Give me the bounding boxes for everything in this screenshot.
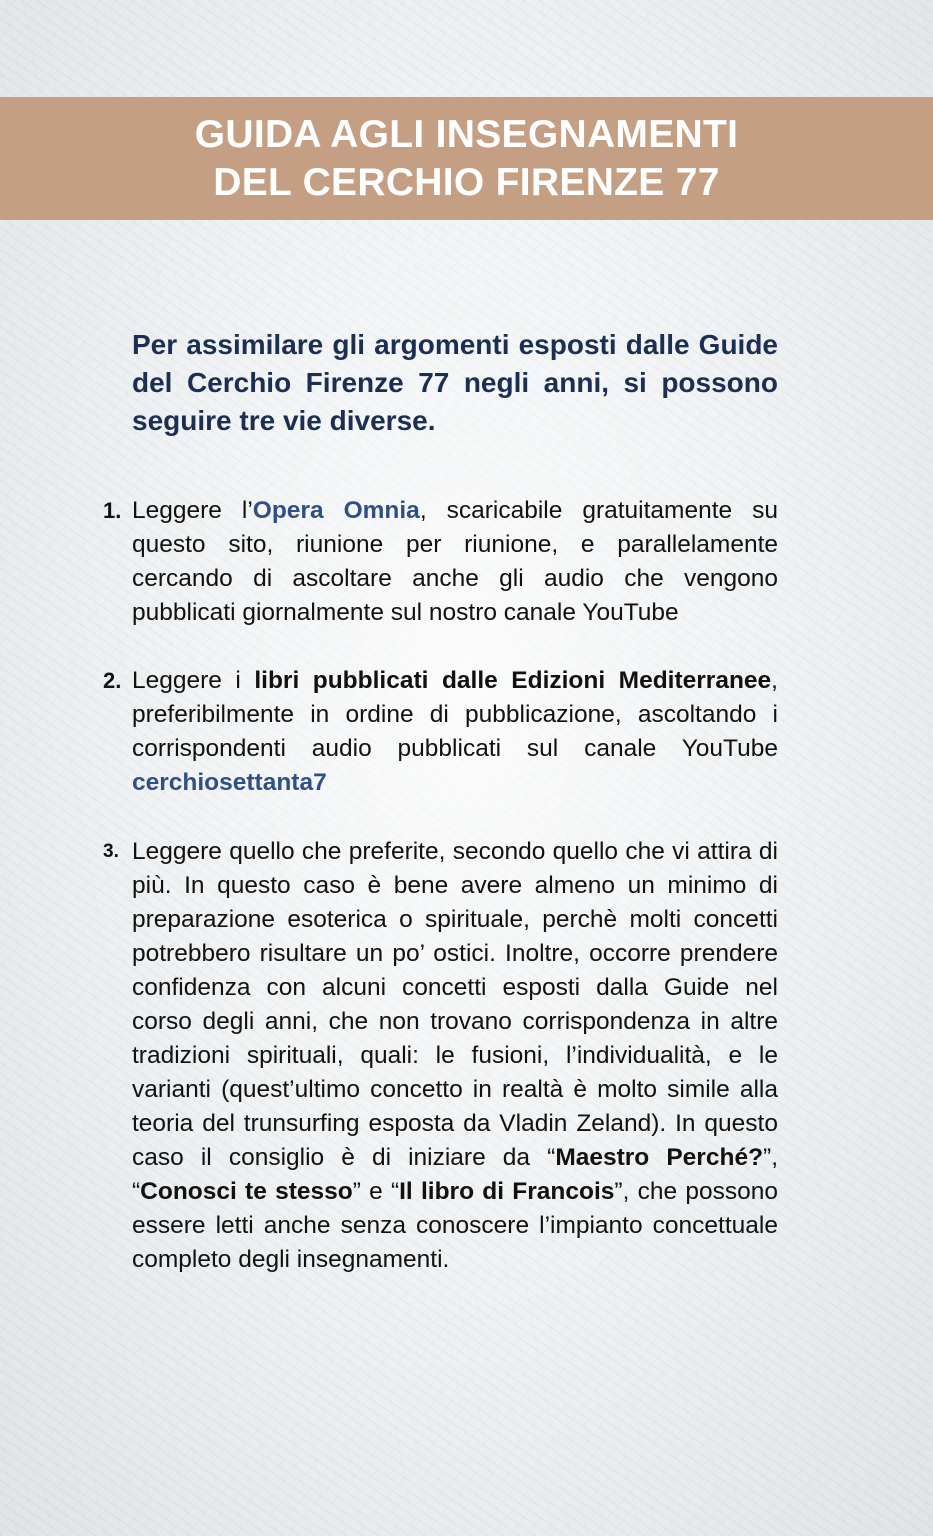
intro-paragraph: Per assimilare gli argomenti esposti dalle Guide del Cerchio Firenze 77 negli anni, si possono seguire tre vie diverse. bbox=[132, 329, 778, 436]
item3-bold-maestro: Maestro Perché? bbox=[555, 1144, 764, 1171]
item3-text-b: ”, “ bbox=[132, 1144, 778, 1205]
header-banner bbox=[0, 97, 933, 220]
item3-text-c: ” e “ bbox=[352, 1178, 400, 1205]
list-item-2 bbox=[103, 664, 778, 800]
item2-text-a: Leggere i bbox=[132, 667, 255, 694]
title-line-2: DEL CERCHIO FIRENZE 77 bbox=[213, 160, 720, 204]
item3-text-d: ”, che possono essere letti anche senza conoscere l’impianto concettuale completo degli insegnamenti. bbox=[132, 1178, 778, 1273]
item3-bold-libro: Il libro di Francois bbox=[399, 1178, 615, 1205]
title-line-1: GUIDA AGLI INSEGNAMENTI bbox=[194, 112, 739, 156]
list-number-1: 1. bbox=[103, 498, 122, 523]
item2-bold-books: libri pubblicati dalle Edizioni Mediterranee bbox=[254, 667, 772, 694]
list-item-1 bbox=[103, 494, 778, 630]
list-item-3 bbox=[103, 835, 778, 1277]
list-number-2: 2. bbox=[103, 668, 122, 693]
item2-text-b: , preferibilmente in ordine di pubblicazione, ascoltando i corrispondenti audio pubblicati sul canale YouTube bbox=[132, 667, 778, 762]
item1-text-b: , scaricabile gratuitamente su questo sito, riunione per riunione, e parallelamente cercando di ascoltare anche gli audio che vengono pubblicati giornalmente sul nostro canale YouTube bbox=[132, 497, 778, 626]
list-number-3: 3. bbox=[103, 841, 119, 862]
item3-text-a: Leggere quello che preferite, secondo quello che vi attira di più. In questo caso è bene avere almeno un minimo di preparazione esoterica o spirituale, perchè molti concetti potrebbero risultare un po’ ostici. Inoltre, occorre prendere confidenza con alcuni concetti esposti dalla Guide nel corso degli anni, che non trovano corrispondenza in altre tradizioni spirituali, quali: le fusioni, l’individualità, e le varianti (quest’ultimo concetto in realtà è molto simile alla teoria del trunsurfing esposta da Vladin Zeland). In questo caso il consiglio è di iniziare da “ bbox=[132, 838, 778, 1171]
youtube-channel-link[interactable]: cerchiosettanta7 bbox=[132, 769, 327, 796]
item1-text-a: Leggere l’ bbox=[132, 497, 253, 524]
item3-bold-conosci: Conosci te stesso bbox=[140, 1178, 353, 1205]
opera-omnia-link[interactable]: Opera Omnia bbox=[252, 497, 420, 524]
